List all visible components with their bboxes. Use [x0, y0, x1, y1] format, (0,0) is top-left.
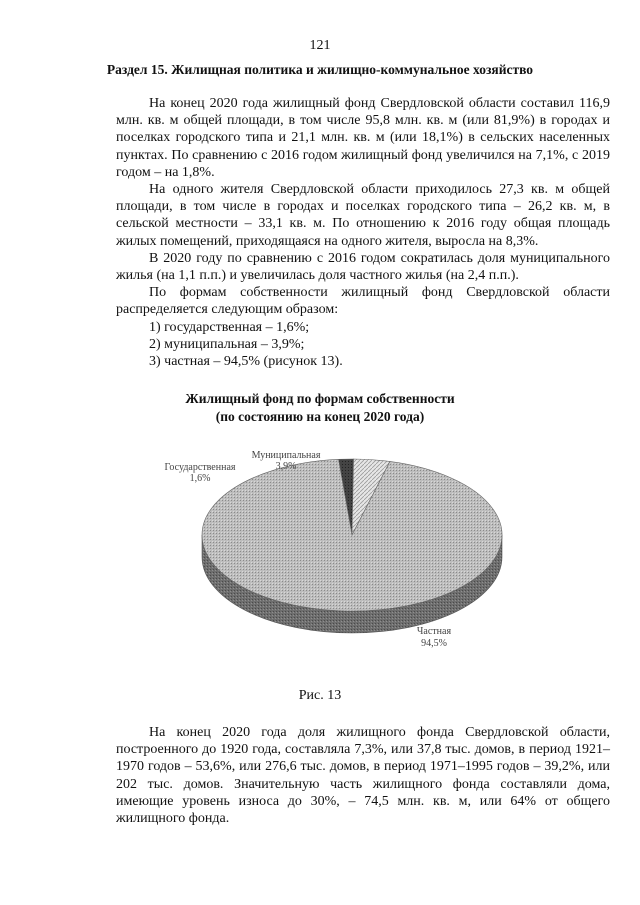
paragraph-housing-total: На конец 2020 года жилищный фонд Свердловской области составил 116,9 млн. кв. м общей площади, в том числе 95,8 млн. кв. м (или 81,9%) в городах и поселках городского типа и 21,1 млн. кв. м (или 18,1%) в сельских населенных пунктах. По сравнению с 2016 годом жилищный фонд увеличился на 7,1%, с 2019 годом – на 1,8%.	[116, 96, 610, 180]
list-item-state: 1) государственная – 1,6%;	[149, 319, 310, 335]
label-state-value: 1,6%	[189, 473, 211, 484]
list-item-municipal: 2) муниципальная – 3,9%;	[149, 336, 305, 352]
label-municipal-name: Муниципальная	[251, 450, 321, 461]
intro-text-block	[116, 95, 610, 370]
page-number: 121	[309, 38, 331, 53]
paragraph-ownership-intro: По формам собственности жилищный фонд Свердловской области распределяется следующим образом:	[116, 285, 610, 318]
section-heading: Раздел 15. Жилищная политика и жилищно-коммунальное хозяйство	[106, 62, 534, 77]
chart-title	[0, 390, 640, 426]
paragraph-ownership-change: В 2020 году по сравнению с 2016 годом сократилась доля муниципального жилья (на 1,1 п.п.) и увеличилась доля частного жилья (на 2,4 п.п.).	[116, 250, 610, 284]
closing-text-block	[116, 724, 610, 827]
paragraph-per-capita: На одного жителя Свердловской области приходилось 27,3 кв. м общей площади, в том числе в городах и поселках городского типа – 26,2 кв. м, в сельской местности – 33,1 кв. м. По отношению к 2016 году общая площадь жилых помещений, приходящаяся на одного жителя, выросла на 8,3%.	[116, 182, 610, 249]
label-private-name: Частная	[416, 626, 452, 637]
chart-title-line-1: Жилищный фонд по формам собственности	[185, 391, 455, 406]
label-private-value: 94,5%	[421, 638, 447, 649]
ownership-pie-chart	[0, 440, 640, 680]
label-municipal-value: 3,9%	[275, 461, 297, 472]
chart-title-line-2: (по состоянию на конец 2020 года)	[215, 409, 425, 424]
label-state-name: Государственная	[164, 462, 236, 473]
list-item-private: 3) частная – 94,5% (рисунок 13).	[149, 354, 343, 370]
figure-caption: Рис. 13	[298, 688, 342, 703]
paragraph-housing-age: На конец 2020 года доля жилищного фонда Свердловской области, построенного до 1920 года, составляла 7,3%, или 37,8 тыс. домов, в период 1921–1970 годов – 53,6%, или 276,6 тыс. домов, в период 1971–1995 годов – 39,2%, или 202 тыс. домов. Значительную часть жилищного фонда составляли дома, имеющие уровень износа до 30%, – 74,5 млн. кв. м, или 64% от общего жилищного фонда.	[116, 725, 610, 827]
